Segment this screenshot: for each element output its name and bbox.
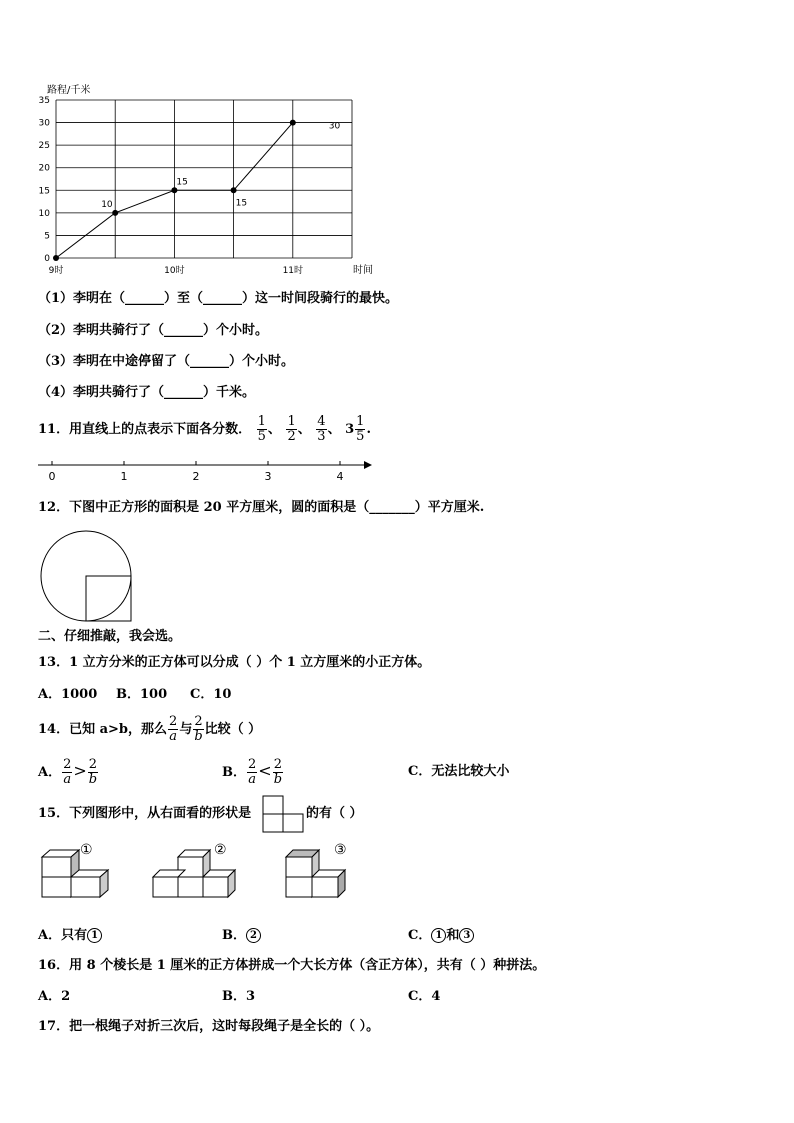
chart-grid xyxy=(56,100,352,258)
q14-option-b: B． $\frac{2}{a}$ < $\frac{2}{b}$ xyxy=(222,757,283,787)
chart-y-ticks xyxy=(39,96,51,264)
data-point xyxy=(53,255,59,261)
q13-option-b: B．100 xyxy=(116,687,168,702)
sub-question-2: （2）李明共骑行了（______）个小时。 xyxy=(38,323,269,338)
q13-option-c: C．10 xyxy=(190,687,232,702)
question-16: 16．用 8 个棱长是 1 厘米的正方体拼成一个大长方体（含正方体），共有（ ）种拼法。 xyxy=(38,958,546,973)
x-tick-label: 9时 xyxy=(48,266,64,276)
number-line-label: 4 xyxy=(336,470,344,483)
fraction-4-3: $\frac{4}{3}$ xyxy=(317,414,326,444)
fraction-3-1-5: $\frac{1}{5}$ xyxy=(356,414,365,444)
data-point xyxy=(112,210,118,216)
mixed-whole: 3 xyxy=(345,422,355,437)
q16-option-b: B．3 xyxy=(222,989,256,1004)
figure-3-label: ③ xyxy=(334,842,347,858)
y-tick-label: 25 xyxy=(38,141,50,152)
data-label: 30 xyxy=(328,121,341,132)
number-line xyxy=(38,455,378,485)
cube-figure-2 xyxy=(150,844,245,904)
distance-time-chart xyxy=(30,78,390,283)
data-label: 15 xyxy=(235,198,248,209)
y-tick-label: 0 xyxy=(44,254,50,264)
number-line-label: 1 xyxy=(120,470,128,483)
y-tick-label: 15 xyxy=(38,186,50,197)
data-point xyxy=(231,187,237,193)
y-tick-label: 10 xyxy=(38,208,50,219)
number-line-label: 0 xyxy=(48,470,56,483)
sub-question-4: （4）李明共骑行了（______）千米。 xyxy=(38,385,256,400)
question-11: 11．用直线上的点表示下面各分数． $\frac{1}{5}$ 、 $\frac{1}{2}$ 、 $\frac{4}{3}$ 、 3 $\frac{1}{5}$ . xyxy=(38,414,371,444)
circle-square-figure xyxy=(38,530,138,625)
q15-text-post: 的有（ ） xyxy=(306,806,363,821)
q14-option-a: A． $\frac{2}{a}$ > $\frac{2}{b}$ xyxy=(38,757,98,787)
y-tick-label: 35 xyxy=(38,96,50,106)
number-line-label: 2 xyxy=(192,470,200,483)
q15-text-pre: 15．下列图形中，从右面看的形状是 xyxy=(38,806,252,821)
q15-option-c: C． 1 和 3 xyxy=(408,928,474,943)
question-14: 14．已知 a>b，那么 $\frac{2}{a}$ 与 $\frac{2}{b}$ 比较（ ） xyxy=(38,714,262,744)
fraction-1-2: $\frac{1}{2}$ xyxy=(287,414,296,444)
y-tick-label: 30 xyxy=(38,118,50,129)
x-tick-label: 10时 xyxy=(164,266,185,276)
q15-option-b: B． 2 xyxy=(222,928,261,943)
question-17: 17．把一根绳子对折三次后，这时每段绳子是全长的（ ）。 xyxy=(38,1019,380,1034)
chart-point-labels xyxy=(101,122,340,210)
y-tick-label: 5 xyxy=(44,231,50,242)
q11-text: 11．用直线上的点表示下面各分数． xyxy=(38,422,252,437)
chart-x-ticks xyxy=(49,264,303,276)
question-12: 12．下图中正方形的面积是 20 平方厘米，圆的面积是（_______）平方厘米. xyxy=(38,500,485,515)
data-label: 10 xyxy=(101,199,113,210)
fraction-2-a: $\frac{2}{a}$ xyxy=(169,714,178,744)
q16-option-c: C．4 xyxy=(408,989,441,1004)
question-13: 13．1 立方分米的正方体可以分成（ ）个 1 立方厘米的小正方体。 xyxy=(38,655,431,670)
data-point xyxy=(290,120,296,126)
square xyxy=(86,576,131,621)
right-view-shape xyxy=(262,795,306,835)
data-label: 15 xyxy=(176,177,188,188)
section-2-title: 二、仔细推敲，我会选。 xyxy=(38,629,182,644)
q14-option-c: C．无法比较大小 xyxy=(408,764,510,779)
fraction-1-5: $\frac{1}{5}$ xyxy=(257,414,266,444)
cube-figure-1 xyxy=(38,842,118,907)
chart-ylabel: 路程/千米 xyxy=(47,85,91,96)
fraction-2-b: $\frac{2}{b}$ xyxy=(194,714,203,744)
data-point xyxy=(171,187,177,193)
chart-xlabel: 时间 xyxy=(353,265,373,276)
q13-option-a: A．1000 xyxy=(38,687,98,702)
y-tick-label: 20 xyxy=(38,163,50,174)
q15-option-a: A．只有 1 xyxy=(38,928,102,943)
figure-1-label: ① xyxy=(80,842,93,858)
number-line-label: 3 xyxy=(264,470,272,483)
figure-2-label: ② xyxy=(214,842,227,858)
x-tick-label: 11时 xyxy=(282,266,304,276)
sub-question-3: （3）李明在中途停留了（______）个小时。 xyxy=(38,354,295,369)
sub-question-1: （1）李明在（______）至（______）这一时间段骑行的最快。 xyxy=(38,291,399,306)
q16-option-a: A．2 xyxy=(38,989,71,1004)
